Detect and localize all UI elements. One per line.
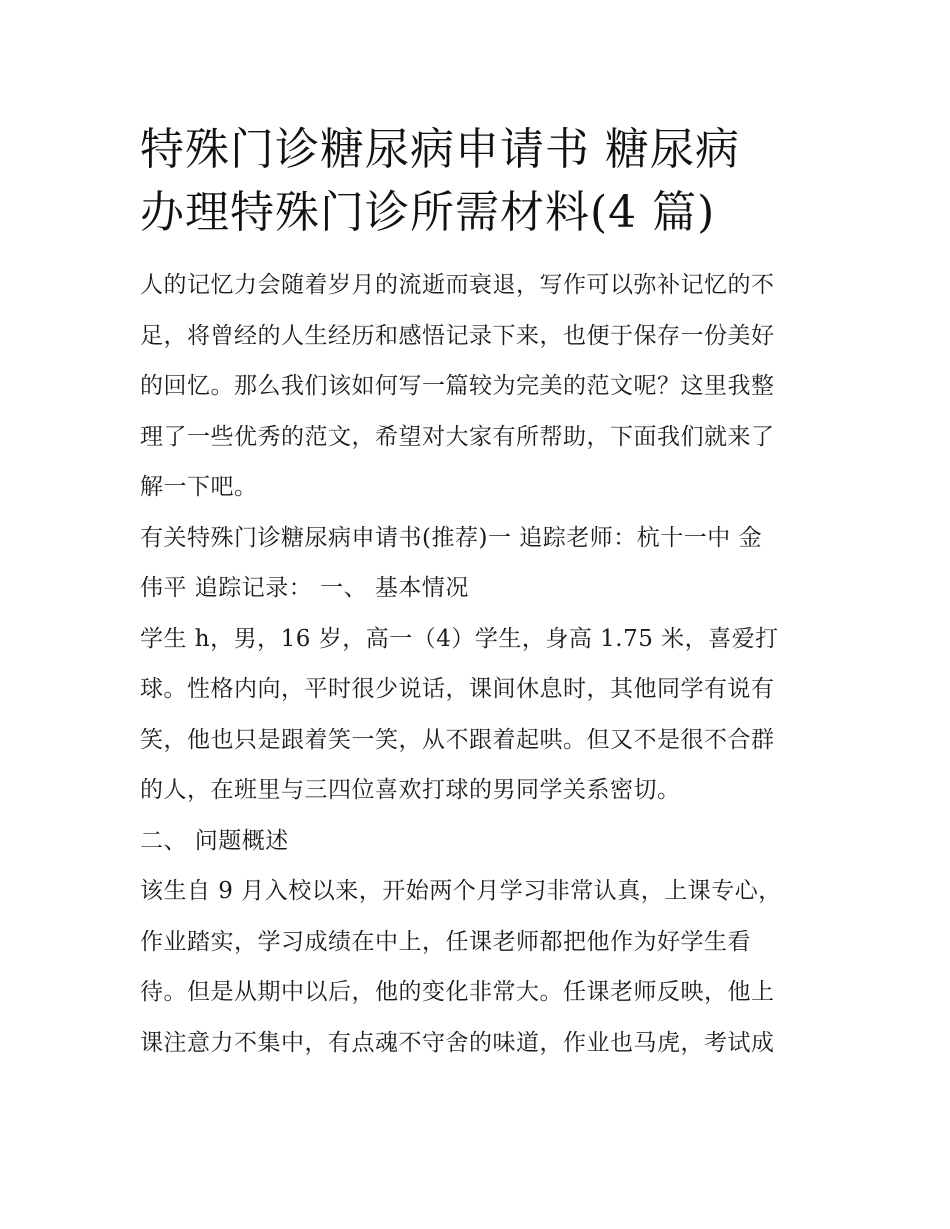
title-line: 办理特殊门诊所需材料(4 篇) — [140, 187, 716, 238]
body-line: 作业踏实，学习成绩在中上，任课老师都把他作为好学生看 — [140, 928, 751, 955]
section-heading-line: 有关特殊门诊糖尿病申请书(推荐)一 追踪老师：杭十一中 金 — [140, 524, 763, 551]
body-line: 该生自 9 月入校以来，开始两个月学习非常认真，上课专心， — [140, 878, 782, 904]
section-heading-line: 伟平 追踪记录： 一、 基本情况 — [140, 575, 469, 601]
body-line: 人的记忆力会随着岁月的流逝而衰退，写作可以弥补记忆的不 — [140, 272, 775, 298]
body-line: 笑，他也只是跟着笑一笑，从不跟着起哄。但又不是很不合群 — [140, 726, 775, 753]
body-line: 足，将曾经的人生经历和感悟记录下来，也便于保存一份美好 — [140, 322, 775, 349]
document-body — [140, 260, 820, 1068]
body-line: 理了一些优秀的范文，希望对大家有所帮助，下面我们就来了 — [140, 423, 775, 450]
body-line: 解一下吧。 — [140, 474, 258, 500]
document-title — [140, 118, 820, 244]
body-line: 课注意力不集中，有点魂不守舍的味道，作业也马虎，考试成 — [140, 1029, 775, 1056]
section-heading-line: 二、 问题概述 — [140, 827, 289, 854]
body-line: 的人，在班里与三四位喜欢打球的男同学关系密切。 — [140, 777, 681, 803]
document-content — [140, 118, 820, 1068]
body-line: 待。但是从期中以后，他的变化非常大。任课老师反映，他上 — [140, 979, 775, 1005]
body-line: 球。性格内向，平时很少说话，课间休息时，其他同学有说有 — [140, 676, 775, 702]
title-line: 特殊门诊糖尿病申请书 糖尿病 — [140, 124, 740, 175]
body-line: 的回忆。那么我们该如何写一篇较为完美的范文呢？这里我整 — [140, 373, 775, 399]
body-line: 学生 h，男，16 岁，高一（4）学生，身高 1.75 米，喜爱打 — [140, 625, 779, 652]
